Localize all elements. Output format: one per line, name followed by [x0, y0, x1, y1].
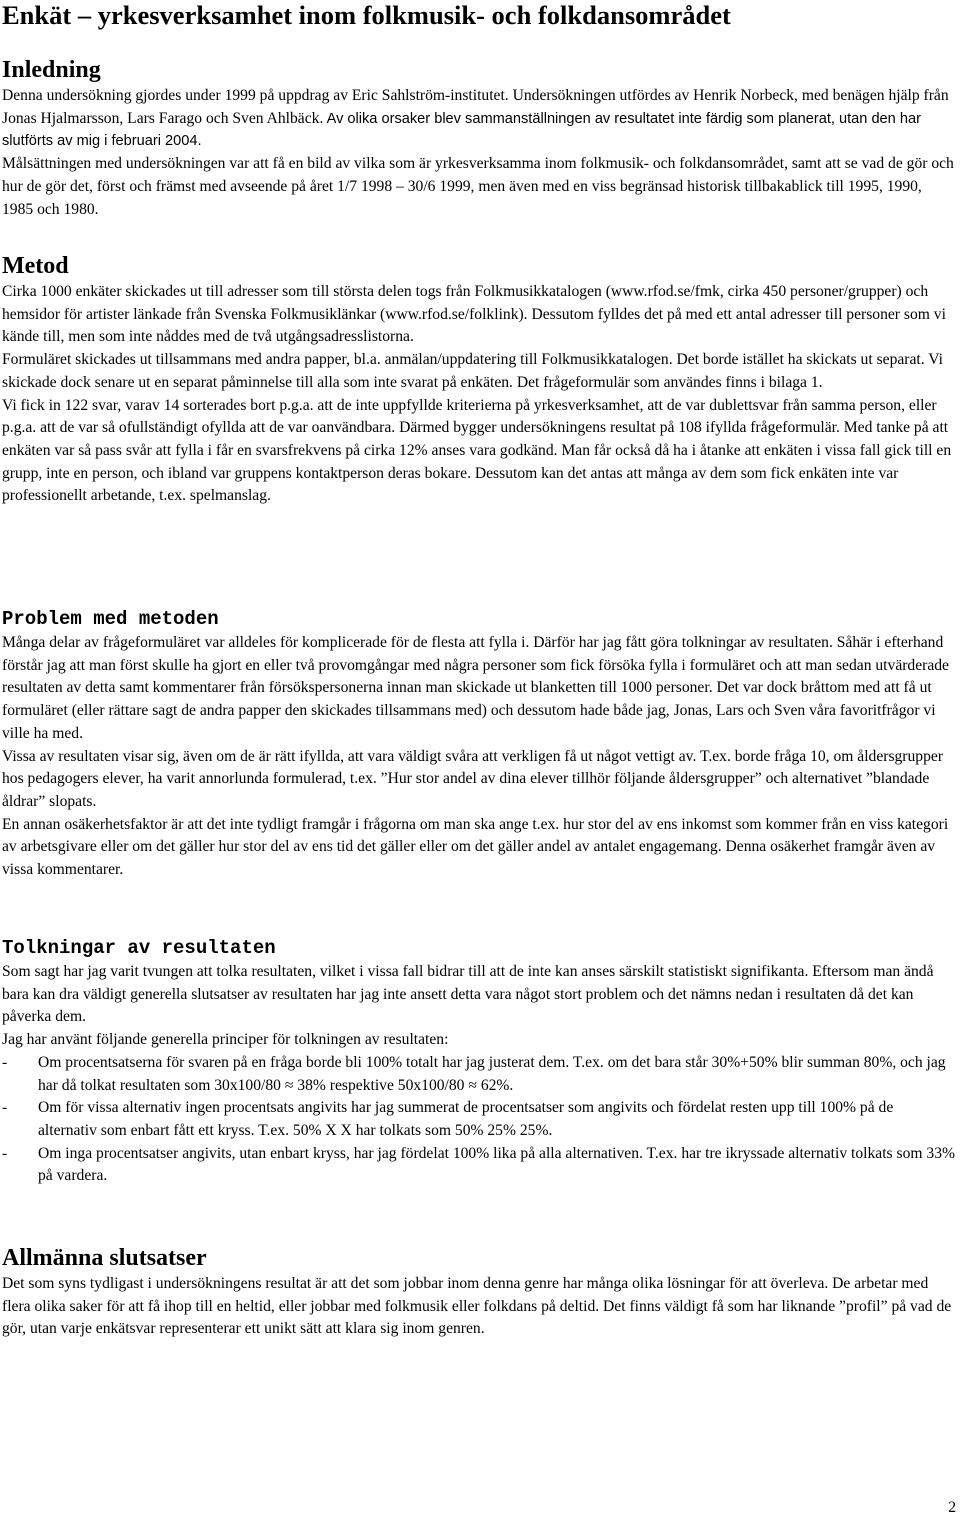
heading-metod: Metod — [2, 253, 69, 279]
metod-paragraph-2: Formuläret skickades ut tillsammans med andra papper, bl.a. anmälan/uppdatering till Folkmusikkatalogen. Det borde istället ha skickats ut separat. Vi skickade dock senare ut en separat påminnelse till alla som inte svarat på enkäten. Det frågeformulär som användes finns i bilaga 1. — [2, 351, 943, 391]
allmanna-paragraph-1: Det som syns tydligast i undersökningens resultat är att det som jobbar inom denna genre har många olika lösningar för att överleva. De arbetar med flera olika saker för att få ihop till en heltid, eller jobbar med folkmusik eller folkdans på deltid. Det finns väldigt få som har liknande ”profil” på vad de gör, utan varje enkätsvar representerar ett unikt sätt att klara sig inom genren. — [2, 1275, 952, 1338]
principles-list — [2, 1052, 956, 1188]
tolkningar-paragraph-2: Jag har använt följande generella principer för tolkningen av resultaten: — [2, 1031, 449, 1049]
inledning-text-serif: Denna undersökning gjordes under 1999 på uppdrag av Eric Sahlström-institutet. Undersökningen utfördes av Henrik Norbeck, med benägen hjälp från Jonas Hjalmarsson, Lars Farago och Sven Ahlbäck. — [2, 87, 949, 127]
tolkningar-paragraph-1: Som sagt har jag varit tvungen att tolka resultaten, vilket i vissa fall bidrar till att de inte kan anses särskilt statistiskt signifikanta. Eftersom man ändå bara kan dra väldigt generella slutsatser av resultaten har jag inte ansett detta vara något stort problem och det nämns nedan i resultaten då det kan påverka dem. — [2, 963, 934, 1026]
inledning-text-sans: Av olika orsaker blev sammanställningen av resultatet inte färdig som planerat, utan den har slutförts av mig i februari 2004. — [2, 110, 921, 150]
metod-paragraph-3: Vi fick in 122 svar, varav 14 sorterades bort p.g.a. att de inte uppfyllde kriterierna på yrkesverksamhet, att de var dublettsvar från samma person, eller p.g.a. att de var så ofullständigt ofyllda att de var oanvändbara. Därmed bygger undersökningens resultat på 108 ifyllda frågeformulär. Med tanke på att enkäten var så pass svår att fylla i får en svarsfrekvens på cirka 12% anses vara godkänd. Man får också då ha i åtanke att enkäten i vissa fall gick till en grupp, inte en person, och ibland var gruppens kontaktperson deras bokare. Dessutom kan det antas att många av dem som fick enkäten inte var professionellt arbetande, t.ex. spelmanslag. — [2, 396, 952, 505]
problem-paragraph-1: Många delar av frågeformuläret var alldeles för komplicerade för de flesta att fylla i. Därför har jag fått göra tolkningar av resultaten. Såhär i efterhand förstår jag att man först skulle ha gjort en eller två provomgångar med några personer som fick försöka fylla i formuläret och att man sedan utvärderade resultaten av detta samt kommentarer från försökspersonerna innan man skickade ut blanketten till 1000 personer. Det var dock bråttom med att få ut formuläret (eller rättare sagt de andra papper den skickades tillsammans med) och dessutom hade både jag, Jonas, Lars och Sven våra favoritfrågor vi ville ha med. — [2, 634, 949, 742]
dash-bullet: - — [2, 1144, 8, 1162]
section-inledning — [2, 56, 956, 221]
section-allmanna-slutsatser — [2, 1244, 956, 1341]
problem-paragraph-3: En annan osäkerhetsfaktor är att det inte tydligt framgår i frågorna om man ska ange t.ex. hur stor del av ens inkomst som kommer från en viss kategori av arbetsgivare eller om det gäller hur stor del av ens tid det gäller eller om det gäller andel av antalet engagemang. Denna osäkerhet framgår även av vissa kommentarer. — [2, 815, 949, 879]
list-item-text: Om för vissa alternativ ingen procentsats angivits har jag summerat de procentsatser som angivits och fördelat resten upp till 100% på de alternativ som enbart fått ett kryss. T.ex. 50% X X har tolkats som 50% 25% 25%. — [38, 1099, 894, 1139]
dash-bullet: - — [2, 1053, 8, 1071]
section-metod — [2, 252, 956, 508]
list-item-text: Om procentsatserna för svaren på en fråga borde bli 100% totalt har jag justerat dem. T.ex. om det bara står 30%+50% blir summan 80%, och jag har då tolkat resultaten som 30x100/80 ≈ 38% respektive 50x100/80 ≈ 62%. — [38, 1053, 946, 1094]
list-item — [2, 1052, 956, 1097]
metod-paragraph-1: Cirka 1000 enkäter skickades ut till adresser som till största delen togs från Folkmusikkatalogen (www.rfod.se/fmk, cirka 450 personer/grupper) och hemsidor för artister länkade från Svenska Folkmusiklänkar (www.rfod.se/folklink). Dessutom fylldes det på med ett antal adresser till personer som vi kände till, men som inte nåddes med de två utgångsadresslistorna. — [2, 283, 946, 346]
dash-bullet: - — [2, 1099, 8, 1117]
page-number: 2 — [948, 1499, 956, 1516]
list-item — [2, 1143, 956, 1188]
document-title: Enkät – yrkesverksamhet inom folkmusik- och folkdansområdet — [2, 0, 731, 30]
inledning-paragraph-1 — [2, 85, 956, 153]
list-item-text: Om inga procentsatser angivits, utan enbart kryss, har jag fördelat 100% lika på alla alternativen. T.ex. har tre ikryssade alternativ tolkats som 33% på vardera. — [38, 1144, 956, 1185]
list-item — [2, 1097, 956, 1142]
heading-tolkningar: Tolkningar av resultaten — [2, 937, 276, 959]
inledning-paragraph-2: Målsättningen med undersökningen var att få en bild av vilka som är yrkesverksamma inom folkmusik- och folkdansområdet, samt att se vad de gör och hur de gör det, först och främst med avseende på året 1/7 1998 – 30/6 1999, men även med en viss begränsad historisk tillbakablick till 1995, 1990, 1985 och 1980. — [2, 155, 954, 218]
section-problem — [2, 606, 956, 882]
heading-inledning: Inledning — [2, 57, 101, 83]
heading-problem: Problem med metoden — [2, 608, 219, 630]
heading-allmanna-slutsatser: Allmänna slutsatser — [2, 1245, 207, 1271]
section-tolkningar — [2, 935, 956, 1188]
problem-paragraph-2: Vissa av resultaten visar sig, även om de är rätt ifyllda, att vara väldigt svåra att verkligen få ut något vettigt av. T.ex. borde fråga 10, om åldersgrupper hos pedagogers elever, ha varit annorlunda formulerad, t.ex. ”Hur stor andel av dina elever tillhör följande åldersgrupper” och alternativet ”blandade åldrar” slopats. — [2, 747, 944, 810]
